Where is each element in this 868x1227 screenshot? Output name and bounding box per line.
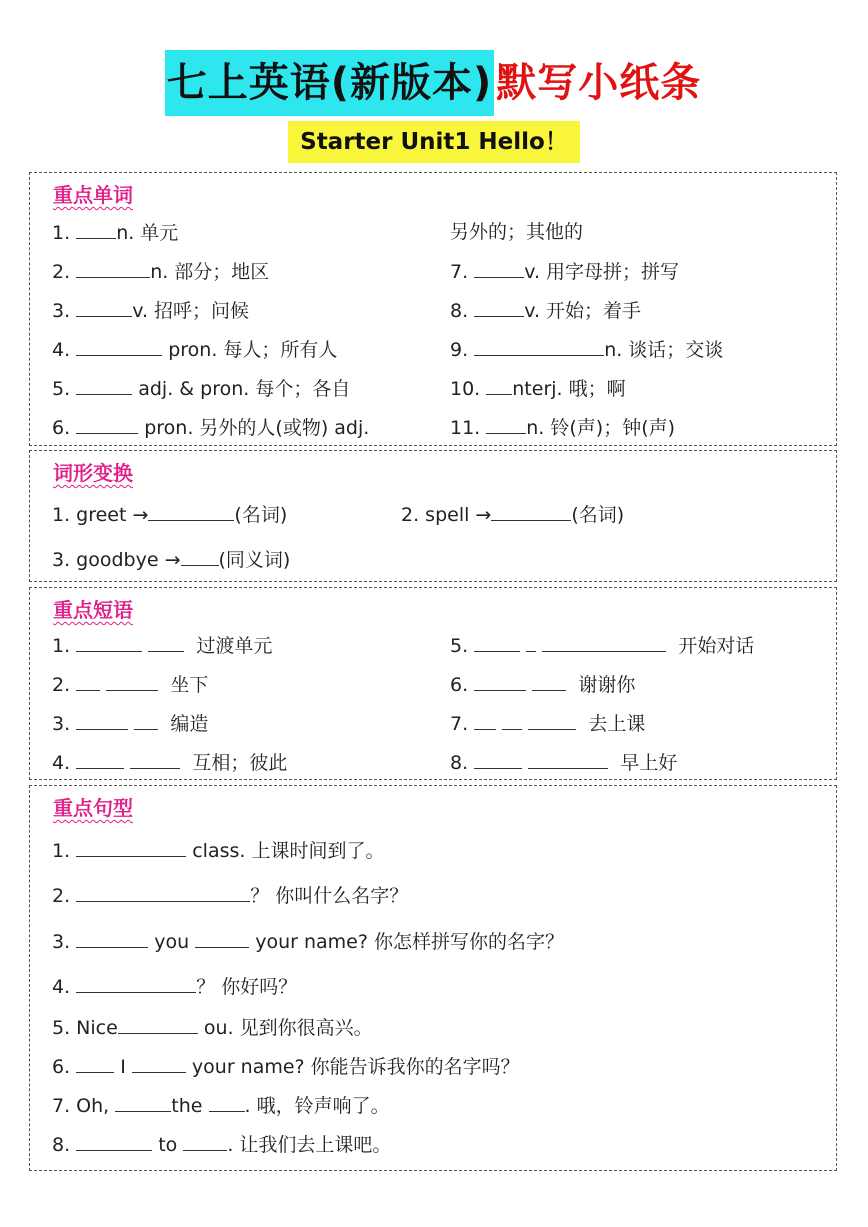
phrase-item-5: 5. 开始对话 <box>450 635 755 657</box>
subtitle-area <box>0 121 868 163</box>
answer-blank[interactable] <box>76 337 162 356</box>
answer-blank[interactable] <box>76 974 196 993</box>
answer-blank[interactable] <box>542 633 666 652</box>
phrases-section-title: 重点短语 <box>53 598 133 622</box>
answer-blank[interactable] <box>528 711 576 730</box>
phrases-section <box>29 587 837 780</box>
sentence-item-3: 3. you your name? 你怎样拼写你的名字？ <box>52 931 564 953</box>
phrase-item-2: 2. 坐下 <box>52 674 209 696</box>
answer-blank[interactable] <box>474 259 524 278</box>
unit-subtitle: Starter Unit1 Hello！ <box>288 121 580 163</box>
answer-blank[interactable] <box>76 883 250 902</box>
sentence-item-8: 8. to . 让我们去上课吧。 <box>52 1134 392 1156</box>
answer-blank[interactable] <box>474 337 604 356</box>
answer-blank[interactable] <box>532 672 566 691</box>
answer-blank[interactable] <box>76 220 116 239</box>
answer-blank[interactable] <box>76 376 132 395</box>
answer-blank[interactable] <box>106 672 158 691</box>
answer-blank[interactable] <box>76 929 148 948</box>
answer-blank[interactable] <box>474 633 520 652</box>
vocab-item-6-continuation: 另外的；其他的 <box>450 221 584 243</box>
answer-blank[interactable] <box>76 415 138 434</box>
answer-blank[interactable] <box>474 672 526 691</box>
word-form-item-1: 1. greet → (名词) <box>52 504 288 526</box>
answer-blank[interactable] <box>526 633 536 652</box>
title-area <box>0 50 868 116</box>
answer-blank[interactable] <box>148 502 234 521</box>
answer-blank[interactable] <box>76 672 100 691</box>
answer-blank[interactable] <box>76 1132 152 1151</box>
sentence-item-2: 2. ？ 你叫什么名字？ <box>52 885 409 907</box>
vocab-item-1: 1. n. 单元 <box>52 222 179 244</box>
answer-blank[interactable] <box>118 1015 198 1034</box>
sentence-item-7: 7. Oh, the . 哦，铃声响了。 <box>52 1095 390 1117</box>
vocab-item-6: 6. pron. 另外的人(或物) adj. <box>52 417 370 439</box>
answer-blank[interactable] <box>486 376 512 395</box>
answer-blank[interactable] <box>183 1132 227 1151</box>
answer-blank[interactable] <box>76 750 124 769</box>
page-title-main: 七上英语(新版本) <box>165 50 495 116</box>
vocab-section <box>29 172 837 446</box>
phrase-item-4: 4. 互相；彼此 <box>52 752 288 774</box>
vocab-item-2: 2. n. 部分；地区 <box>52 261 270 283</box>
page-title-highlight: 默写小纸条 <box>496 60 702 106</box>
phrase-item-3: 3. 编造 <box>52 713 209 735</box>
word-form-item-2: 2. spell → (名词) <box>401 504 625 526</box>
vocab-item-8: 8. v. 开始；着手 <box>450 300 642 322</box>
answer-blank[interactable] <box>491 502 571 521</box>
answer-blank[interactable] <box>486 415 526 434</box>
answer-blank[interactable] <box>76 711 128 730</box>
vocab-item-3: 3. v. 招呼；问候 <box>52 300 250 322</box>
word-forms-section <box>29 450 837 582</box>
answer-blank[interactable] <box>181 547 219 566</box>
answer-blank[interactable] <box>148 633 184 652</box>
vocab-item-5: 5. adj. & pron. 每个；各自 <box>52 378 351 400</box>
sentence-item-4: 4. ？ 你好吗？ <box>52 976 298 998</box>
sentence-item-1: 1. class. 上课时间到了。 <box>52 840 385 862</box>
answer-blank[interactable] <box>76 259 150 278</box>
sentences-section <box>29 785 837 1171</box>
vocab-item-9: 9. n. 谈话；交谈 <box>450 339 724 361</box>
answer-blank[interactable] <box>115 1093 171 1112</box>
answer-blank[interactable] <box>130 750 180 769</box>
answer-blank[interactable] <box>76 633 142 652</box>
answer-blank[interactable] <box>474 298 524 317</box>
sentence-item-5: 5. Nice ou. 见到你很高兴。 <box>52 1017 373 1039</box>
answer-blank[interactable] <box>76 298 132 317</box>
answer-blank[interactable] <box>502 711 522 730</box>
phrase-item-7: 7. 去上课 <box>450 713 646 735</box>
vocab-item-10: 10. nterj. 哦；啊 <box>450 378 626 400</box>
phrase-item-6: 6. 谢谢你 <box>450 674 636 696</box>
answer-blank[interactable] <box>209 1093 245 1112</box>
vocab-item-11: 11. n. 铃(声)；钟(声) <box>450 417 676 439</box>
sentences-section-title: 重点句型 <box>53 796 133 820</box>
answer-blank[interactable] <box>474 711 496 730</box>
answer-blank[interactable] <box>132 1054 186 1073</box>
answer-blank[interactable] <box>528 750 608 769</box>
word-forms-section-title: 词形变换 <box>53 461 133 485</box>
word-form-item-3: 3. goodbye → (同义词) <box>52 549 291 571</box>
vocab-item-4: 4. pron. 每人；所有人 <box>52 339 338 361</box>
answer-blank[interactable] <box>474 750 522 769</box>
sentence-item-6: 6. I your name? 你能告诉我你的名字吗？ <box>52 1056 520 1078</box>
answer-blank[interactable] <box>134 711 158 730</box>
answer-blank[interactable] <box>76 1054 114 1073</box>
phrase-item-1: 1. 过渡单元 <box>52 635 273 657</box>
answer-blank[interactable] <box>195 929 249 948</box>
phrase-item-8: 8. 早上好 <box>450 752 678 774</box>
vocab-section-title: 重点单词 <box>53 183 133 207</box>
answer-blank[interactable] <box>76 838 186 857</box>
vocab-item-7: 7. v. 用字母拼；拼写 <box>450 261 680 283</box>
